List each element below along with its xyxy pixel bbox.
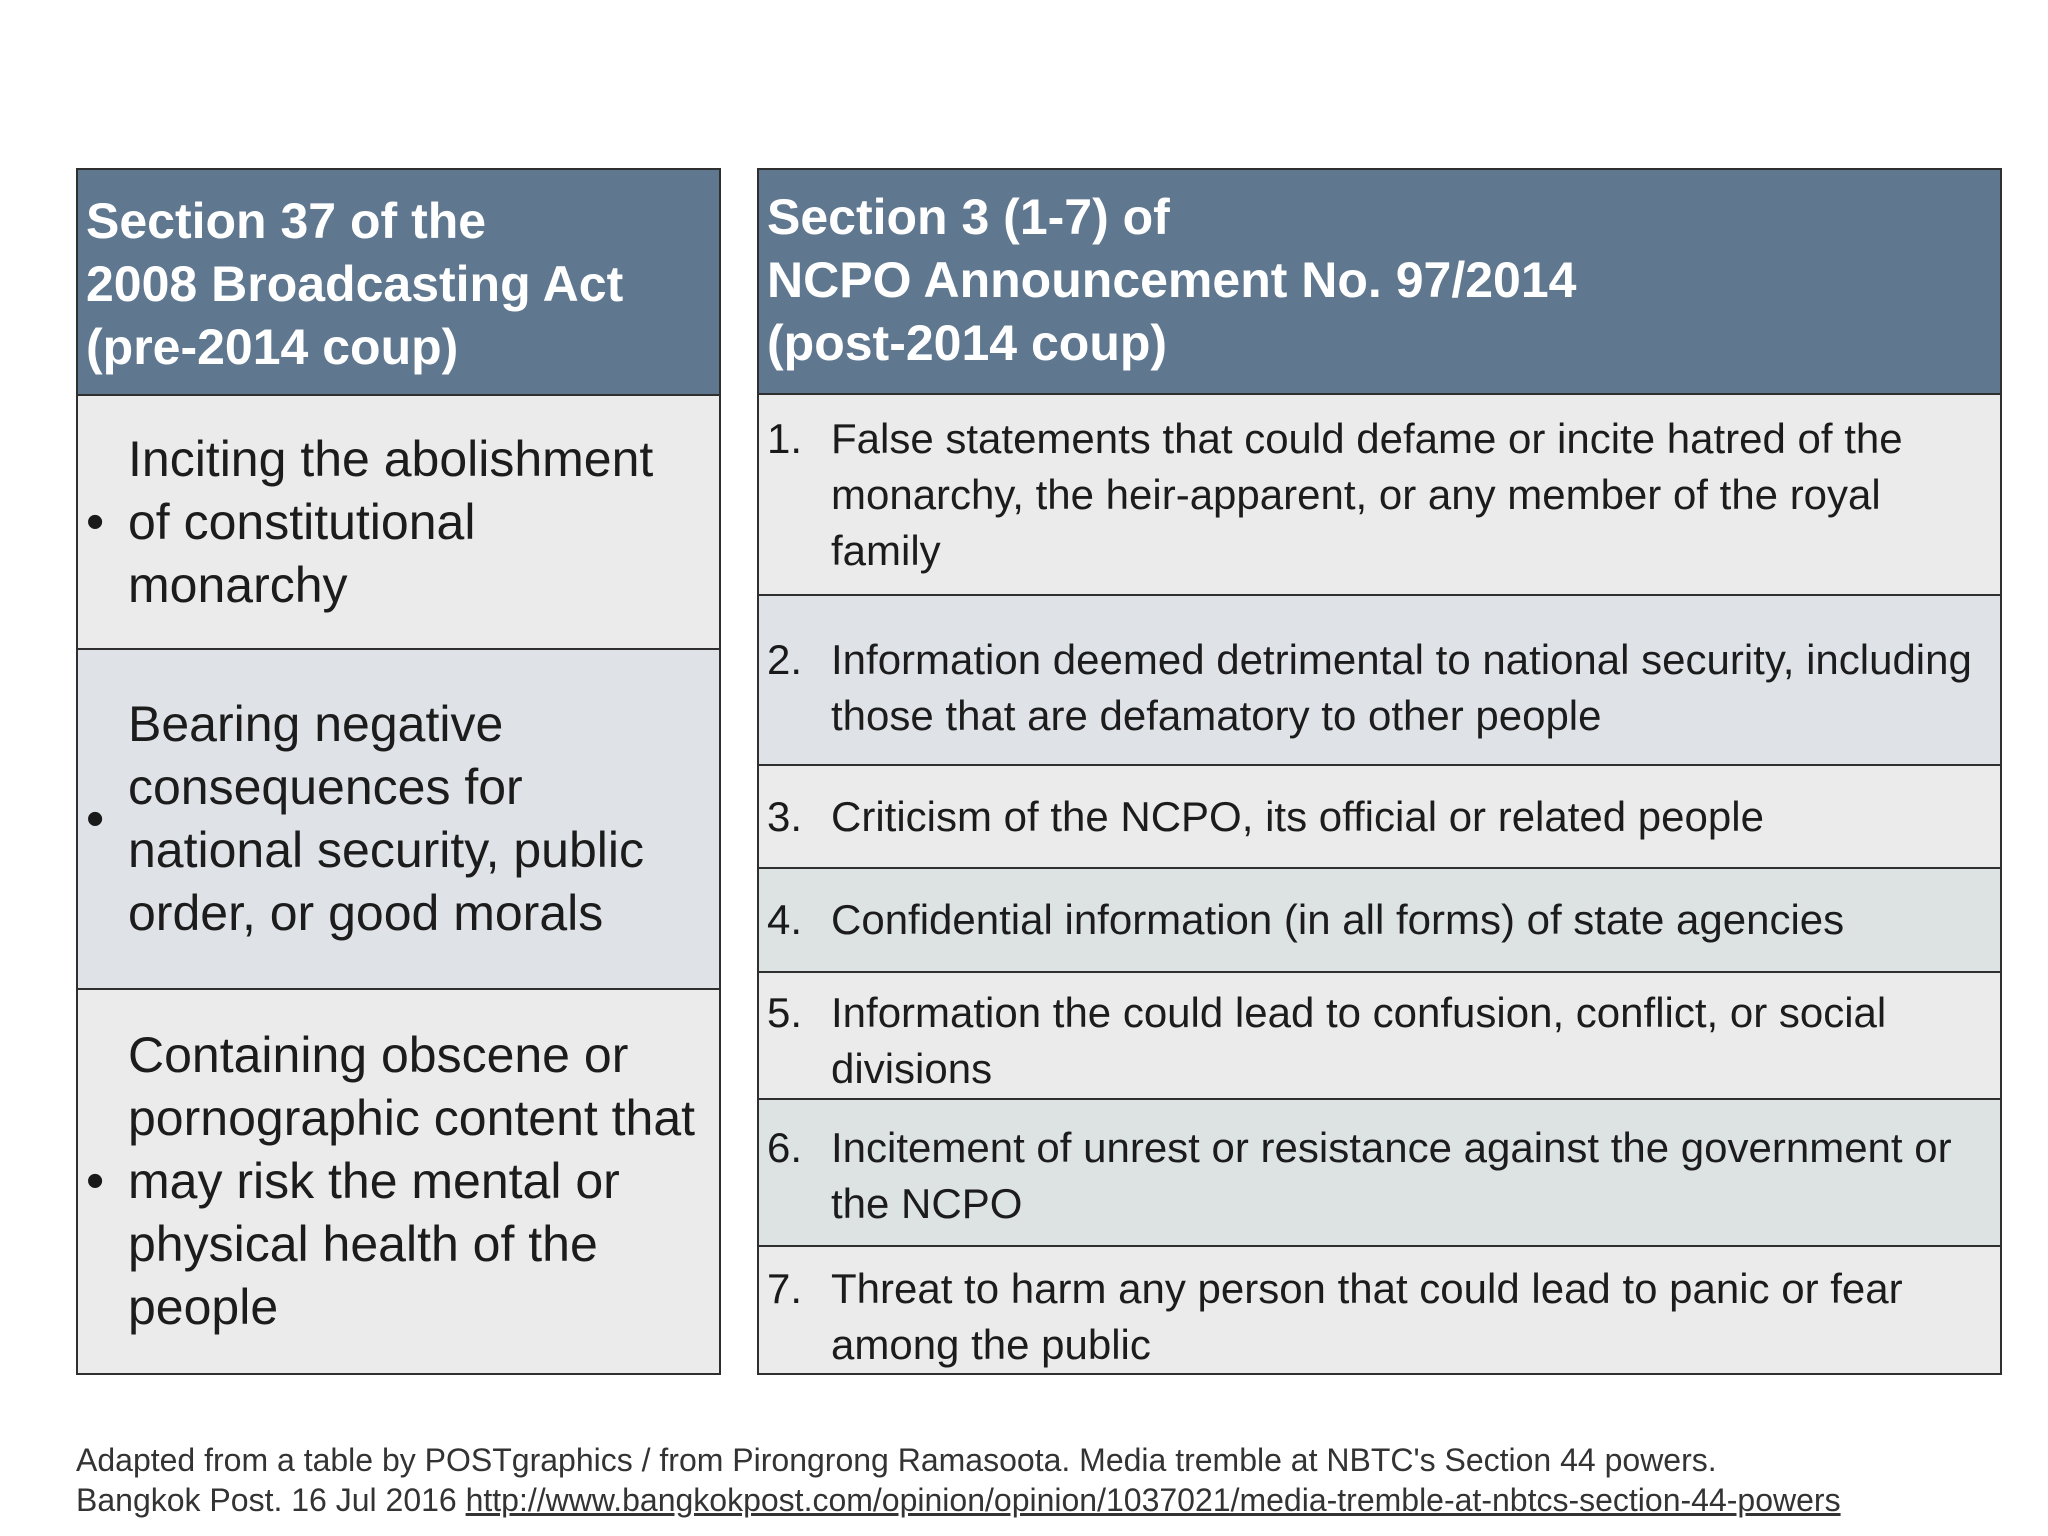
right-item-text: Confidential information (in all forms) of state agencies <box>831 896 1845 944</box>
right-list-item <box>759 869 2000 973</box>
left-list-item <box>78 990 719 1373</box>
source-caption <box>76 1440 2016 1520</box>
left-table-header <box>78 170 719 396</box>
right-item-text: Information the could lead to confusion, conflict, or social divisions <box>831 989 1887 1093</box>
right-list-item <box>759 973 2000 1100</box>
left-header-line-1: Section 37 of the <box>86 193 487 249</box>
item-number: 6. <box>767 1124 803 1172</box>
item-number: 4. <box>767 896 803 944</box>
right-table <box>757 168 2002 1375</box>
right-list-item <box>759 1247 2000 1373</box>
item-number: 1. <box>767 414 803 462</box>
left-list-item <box>78 396 719 650</box>
bullet-icon: • <box>86 789 105 848</box>
right-item-text: Information deemed detrimental to national security, including those that are defamatory to other people <box>831 635 1972 739</box>
left-list-item <box>78 650 719 990</box>
right-list-item <box>759 596 2000 767</box>
right-list-item <box>759 766 2000 869</box>
right-item-text: Threat to harm any person that could lead to panic or fear among the public <box>831 1264 1903 1368</box>
right-item-text: False statements that could defame or incite hatred of the monarchy, the heir-apparent, or any member of the royal family <box>831 414 1903 574</box>
item-number: 7. <box>767 1264 803 1312</box>
right-item-text: Criticism of the NCPO, its official or related people <box>831 792 1764 840</box>
right-table-header <box>759 170 2000 395</box>
caption-line-1: Adapted from a table by POSTgraphics / from Pirongrong Ramasoota. Media tremble at NBTC's Section 44 powers. <box>76 1442 1717 1478</box>
item-number: 3. <box>767 792 803 840</box>
left-header-line-3: (pre-2014 coup) <box>86 319 459 375</box>
right-list-item <box>759 1100 2000 1247</box>
caption-line-2 <box>76 1480 2016 1520</box>
right-header-line-1: Section 3 (1-7) of <box>767 189 1170 245</box>
left-table <box>76 168 721 1375</box>
left-item-text: Containing obscene or pornographic content that may risk the mental or physical health of the people <box>128 1027 696 1335</box>
left-item-text: Bearing negative consequences for national security, public order, or good morals <box>128 696 645 941</box>
item-number: 2. <box>767 635 803 683</box>
right-header-line-3: (post-2014 coup) <box>767 315 1168 371</box>
left-item-text: Inciting the abolishment of constitutional monarchy <box>128 430 654 613</box>
bullet-icon: • <box>86 1152 105 1210</box>
right-list-item <box>759 395 2000 596</box>
bullet-icon: • <box>86 492 105 551</box>
source-link[interactable]: http://www.bangkokpost.com/opinion/opinion/1037021/media-tremble-at-nbtcs-section-44-powers <box>465 1482 1841 1518</box>
right-header-line-2: NCPO Announcement No. 97/2014 <box>767 252 1577 308</box>
left-header-line-2: 2008 Broadcasting Act <box>86 256 624 312</box>
item-number: 5. <box>767 989 803 1037</box>
right-item-text: Incitement of unrest or resistance against the government or the NCPO <box>831 1124 1952 1228</box>
caption-citation: Bangkok Post. 16 Jul 2016 <box>76 1482 466 1518</box>
